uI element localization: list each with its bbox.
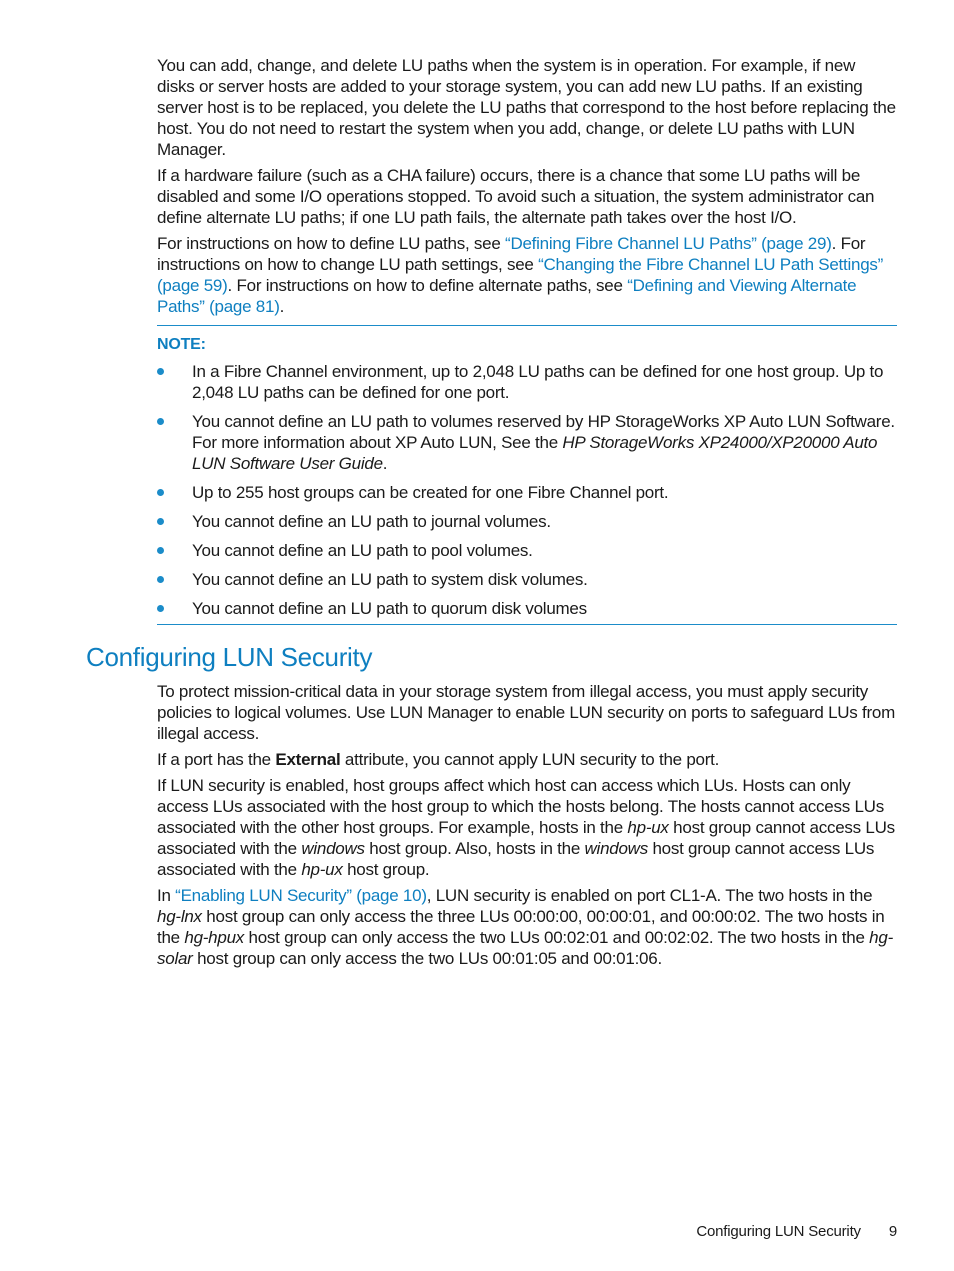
bullet-icon [157,418,164,425]
host-group-name: windows [301,839,365,858]
text: . For instructions on how to define alternate paths, see [227,276,628,295]
note-item [157,361,897,403]
bullet-icon [157,368,164,375]
section-body [157,681,899,974]
link-defining-alternate-paths[interactable]: “Defining and Viewing Alternate Paths” (page 81) [157,276,857,316]
text: host group. Also, hosts in the [364,839,585,858]
note-item-text: You cannot define an LU path to system disk volumes. [192,570,588,589]
text: In [157,886,176,905]
section-paragraph-3 [157,775,899,880]
note-item [157,540,897,561]
bullet-icon [157,489,164,496]
guide-title: HP StorageWorks XP24000/XP20000 Auto LUN Software User Guide [192,433,878,473]
host-group-name: hg-hpux [184,928,245,947]
intro-paragraph-3 [157,233,897,317]
note-item-text: You cannot define an LU path to quorum disk volumes [192,599,587,618]
page-footer [696,1222,897,1242]
intro-block [157,55,897,625]
note-top-rule [157,325,897,326]
note-bottom-rule [157,624,897,625]
note-item [157,569,897,590]
text: If LUN security is enabled, host groups affect which host can access which LUs. Hosts can only access LUs associated with the host group to which the hosts belong. The hosts cannot access LUs associated with the other host groups. For example, hosts in the [157,776,884,837]
note-item-text: In a Fibre Channel environment, up to 2,048 LU paths can be defined for one host group. Up to 2,048 LU paths can be defined for one port. [192,362,884,402]
link-changing-lu-path-settings[interactable]: “Changing the Fibre Channel LU Path Settings” (page 59) [157,255,884,295]
link-enabling-lun-security[interactable]: “Enabling LUN Security” (page 10) [175,886,427,905]
note-item [157,511,897,532]
text: host group cannot access LUs associated with the [157,839,875,879]
text: If a port has the [157,750,276,769]
text: . For instructions on how to change LU path settings, see [157,234,866,274]
page-number: 9 [888,1223,897,1240]
note-item [157,598,897,619]
text: host group can only access the two LUs 00:01:05 and 00:01:06. [192,949,662,968]
note-label: NOTE: [157,336,206,353]
bullet-icon [157,547,164,554]
host-group-name: hp-ux [627,818,669,837]
note-item [157,482,897,503]
note-item [157,411,897,474]
text: host group can only access the three LUs 00:00:00, 00:00:01, and 00:00:02. The two hosts in the [157,907,885,947]
text: . [279,297,285,316]
external-attribute: External [275,750,341,769]
section-paragraph-2 [157,749,899,770]
host-group-name: windows [584,839,648,858]
note-list [157,361,897,619]
intro-paragraph-2: If a hardware failure (such as a CHA failure) occurs, there is a chance that some LU paths will be disabled and some I/O operations stopped. To avoid such a situation, the system administrator can define alternate LU paths; if one LU path fails, the alternate path takes over the host I/O. [157,166,875,227]
bullet-icon [157,576,164,583]
intro-paragraph-1: You can add, change, and delete LU paths when the system is in operation. For example, if new disks or server hosts are added to your storage system, you can add new LU paths. If an existing server host is to be replaced, you delete the LU paths that correspond to the host before replacing the host. You do not need to restart the system when you add, change, or delete LU paths with LUN Manager. [157,56,896,159]
host-group-name: hp-ux [301,860,343,879]
note-item-text: You cannot define an LU path to volumes reserved by HP StorageWorks XP Auto LUN Software. For more information about XP Auto LUN, See the [192,412,895,452]
footer-title: Configuring LUN Security [696,1223,861,1240]
host-group-name: hg-lnx [157,907,202,926]
section-heading: Configuring LUN Security [86,642,373,672]
text: host group. [342,860,430,879]
section-paragraph-4 [157,885,899,969]
host-group-name: hg-solar [157,928,893,968]
text: , LUN security is enabled on port CL1-A. The two hosts in the [426,886,873,905]
bullet-icon [157,518,164,525]
text: host group cannot access LUs associated with the [157,818,895,858]
note-item-text: You cannot define an LU path to journal volumes. [192,512,551,531]
text: For instructions on how to define LU paths, see [157,234,506,253]
note-item-text: Up to 255 host groups can be created for one Fibre Channel port. [192,483,669,502]
text: attribute, you cannot apply LUN security to the port. [340,750,720,769]
link-defining-lu-paths[interactable]: “Defining Fibre Channel LU Paths” (page 29) [505,234,832,253]
note-item-text: You cannot define an LU path to pool volumes. [192,541,533,560]
note-item-text: . [382,454,388,473]
bullet-icon [157,605,164,612]
section-paragraph-1: To protect mission-critical data in your storage system from illegal access, you must apply security policies to logical volumes. Use LUN Manager to enable LUN security on ports to safeguard LUs from illegal access. [157,682,896,743]
text: host group can only access the two LUs 00:02:01 and 00:02:02. The two hosts in the [244,928,870,947]
